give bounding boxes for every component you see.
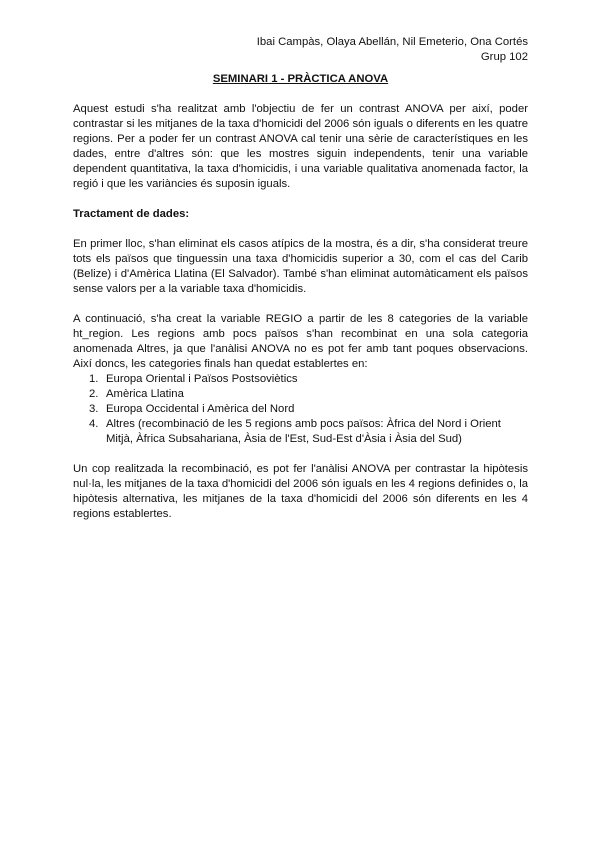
intro-paragraph: Aquest estudi s'ha realitzat amb l'objectiu de fer un contrast ANOVA per així, poder contrastar si les mitjanes de la taxa d'homicidi del 2006 són iguals o diferents en les quatre regions. Per a poder fer un contrast ANOVA cal tenir una sèrie de característiques en les dades, entre d'altres són: que les mostres siguin independents, tenir una variable dependent quantitativa, la taxa d'homicidis, i una variable qualitativa anomenada factor, la regió i que les variàncies és suposin iguals. <box>73 103 528 190</box>
data-treatment-paragraph-1: En primer lloc, s'han eliminat els casos atípics de la mostra, és a dir, s'ha considerat treure tots els països que tinguessin una taxa d'homicidis superior a 30, com el cas del Carib (Belize) i d'Amèrica Llatina (El Salvador). També s'han eliminat automàticament els països sense valors per a la variable taxa d'homicidis. <box>73 238 528 295</box>
authors-line: Ibai Campàs, Olaya Abellán, Nil Emeterio, Ona Cortés <box>256 36 528 48</box>
list-item-text: Amèrica Llatina <box>106 388 184 400</box>
document-title: SEMINARI 1 - PRÀCTICA ANOVA <box>212 73 389 85</box>
list-item-number: 4. <box>89 418 99 430</box>
group-line: Grup 102 <box>480 51 528 63</box>
list-item <box>73 402 528 417</box>
section-heading: Tractament de dades: <box>73 208 190 220</box>
document-header <box>73 35 528 65</box>
list-item <box>73 387 528 402</box>
document-page <box>73 35 528 537</box>
list-item-number: 1. <box>89 373 99 385</box>
list-item-text: Europa Occidental i Amèrica del Nord <box>106 403 295 415</box>
list-item <box>73 372 528 387</box>
data-treatment-paragraph-2: A continuació, s'ha creat la variable REGIO a partir de les 8 categories de la variable ht_region. Les regions amb pocs països s'han recombinat en una sola categoria anomenada Altres, ja que l'anàlisi ANOVA no es pot fer amb tant poques observacions. Així doncs, les categories finals han quedat establertes en: <box>73 313 528 370</box>
list-item-text: Altres (recombinació de les 5 regions amb pocs països: Àfrica del Nord i Orient Mitjà, Àfrica Subsahariana, Àsia de l'Est, Sud-Est d'Àsia i Àsia del Sud) <box>106 418 501 445</box>
list-item-number: 3. <box>89 403 99 415</box>
region-categories-list <box>73 372 528 447</box>
list-item-number: 2. <box>89 388 99 400</box>
list-item <box>73 417 528 447</box>
conclusion-paragraph: Un cop realitzada la recombinació, es pot fer l'anàlisi ANOVA per contrastar la hipòtesis nul·la, les mitjanes de la taxa d'homicidi del 2006 són iguals en les 4 regions definides o, la hipòtesis alternativa, les mitjanes de la taxa d'homicidi del 2006 són diferents en les 4 regions establertes. <box>73 463 528 520</box>
list-item-text: Europa Oriental i Països Postsoviètics <box>106 373 298 385</box>
